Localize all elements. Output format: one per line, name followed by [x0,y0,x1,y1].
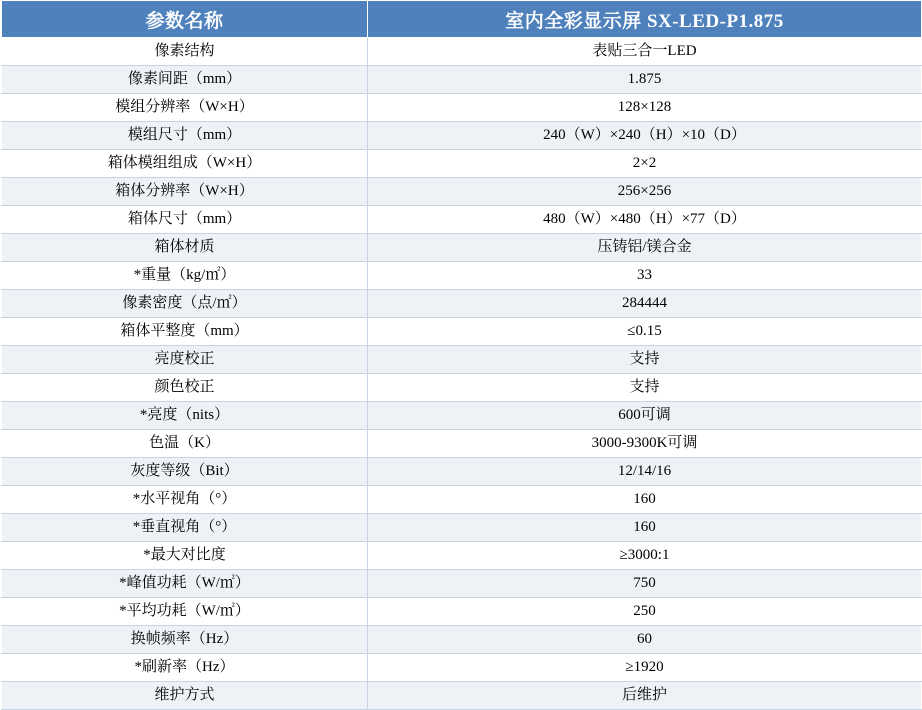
parameter-name-cell: 像素结构 [2,38,368,66]
parameter-value-cell: ≤0.15 [368,318,922,346]
parameter-value-cell: 284444 [368,290,922,318]
parameter-value-cell: 160 [368,514,922,542]
parameter-name-cell: 亮度校正 [2,346,368,374]
table-row [2,94,922,122]
parameter-value-cell: 支持 [368,346,922,374]
parameter-name-cell: 箱体材质 [2,234,368,262]
parameter-value-cell: 160 [368,486,922,514]
table-row [2,542,922,570]
table-row [2,654,922,682]
parameter-name-cell: 维护方式 [2,682,368,710]
column-header-parameter-name: 参数名称 [2,1,368,38]
table-row [2,458,922,486]
parameter-value-cell: 750 [368,570,922,598]
parameter-value-cell: 600可调 [368,402,922,430]
parameter-name-cell: 颜色校正 [2,374,368,402]
parameter-value-cell: 1.875 [368,66,922,94]
table-row [2,66,922,94]
table-row [2,570,922,598]
parameter-name-cell: 像素密度（点/㎡） [2,290,368,318]
table-body [2,38,922,710]
parameter-name-cell: 换帧频率（Hz） [2,626,368,654]
parameter-value-cell: 250 [368,598,922,626]
column-header-product-model: 室内全彩显示屏 SX-LED-P1.875 [368,1,922,38]
parameter-value-cell: 33 [368,262,922,290]
parameter-name-cell: 模组尺寸（mm） [2,122,368,150]
table-row [2,626,922,654]
table-row [2,346,922,374]
parameter-name-cell: 箱体平整度（mm） [2,318,368,346]
parameter-value-cell: 240（W）×240（H）×10（D） [368,122,922,150]
parameter-name-cell: *水平视角（°） [2,486,368,514]
parameter-value-cell: 支持 [368,374,922,402]
parameter-name-cell: *刷新率（Hz） [2,654,368,682]
table-row [2,234,922,262]
parameter-name-cell: *最大对比度 [2,542,368,570]
table-row [2,150,922,178]
parameter-value-cell: 480（W）×480（H）×77（D） [368,206,922,234]
table-row [2,318,922,346]
table-row [2,38,922,66]
parameter-value-cell: 3000-9300K可调 [368,430,922,458]
parameter-name-cell: 模组分辨率（W×H） [2,94,368,122]
table-header [2,1,922,38]
table-row [2,374,922,402]
parameter-value-cell: 表贴三合一LED [368,38,922,66]
table-row [2,486,922,514]
table-row [2,430,922,458]
table-row [2,206,922,234]
parameter-value-cell: ≥1920 [368,654,922,682]
table-header-row [2,1,922,38]
table-row [2,514,922,542]
parameter-name-cell: 像素间距（mm） [2,66,368,94]
table-row [2,262,922,290]
parameter-value-cell: 12/14/16 [368,458,922,486]
parameter-name-cell: 色温（K） [2,430,368,458]
table-row [2,122,922,150]
parameter-value-cell: 60 [368,626,922,654]
table-row [2,598,922,626]
parameter-name-cell: *垂直视角（°） [2,514,368,542]
table-row [2,178,922,206]
parameter-name-cell: *平均功耗（W/㎡） [2,598,368,626]
parameter-value-cell: 256×256 [368,178,922,206]
parameter-name-cell: *峰值功耗（W/㎡） [2,570,368,598]
parameter-value-cell: 128×128 [368,94,922,122]
parameter-name-cell: 箱体尺寸（mm） [2,206,368,234]
table-row [2,290,922,318]
parameter-value-cell: 压铸铝/镁合金 [368,234,922,262]
parameter-name-cell: 箱体分辨率（W×H） [2,178,368,206]
parameter-name-cell: 灰度等级（Bit） [2,458,368,486]
parameter-value-cell: ≥3000:1 [368,542,922,570]
parameter-value-cell: 后维护 [368,682,922,710]
parameter-name-cell: *重量（kg/㎡） [2,262,368,290]
parameter-name-cell: *亮度（nits） [2,402,368,430]
table-row [2,682,922,710]
parameter-name-cell: 箱体模组组成（W×H） [2,150,368,178]
parameter-value-cell: 2×2 [368,150,922,178]
table-row [2,402,922,430]
specification-table [1,0,922,710]
